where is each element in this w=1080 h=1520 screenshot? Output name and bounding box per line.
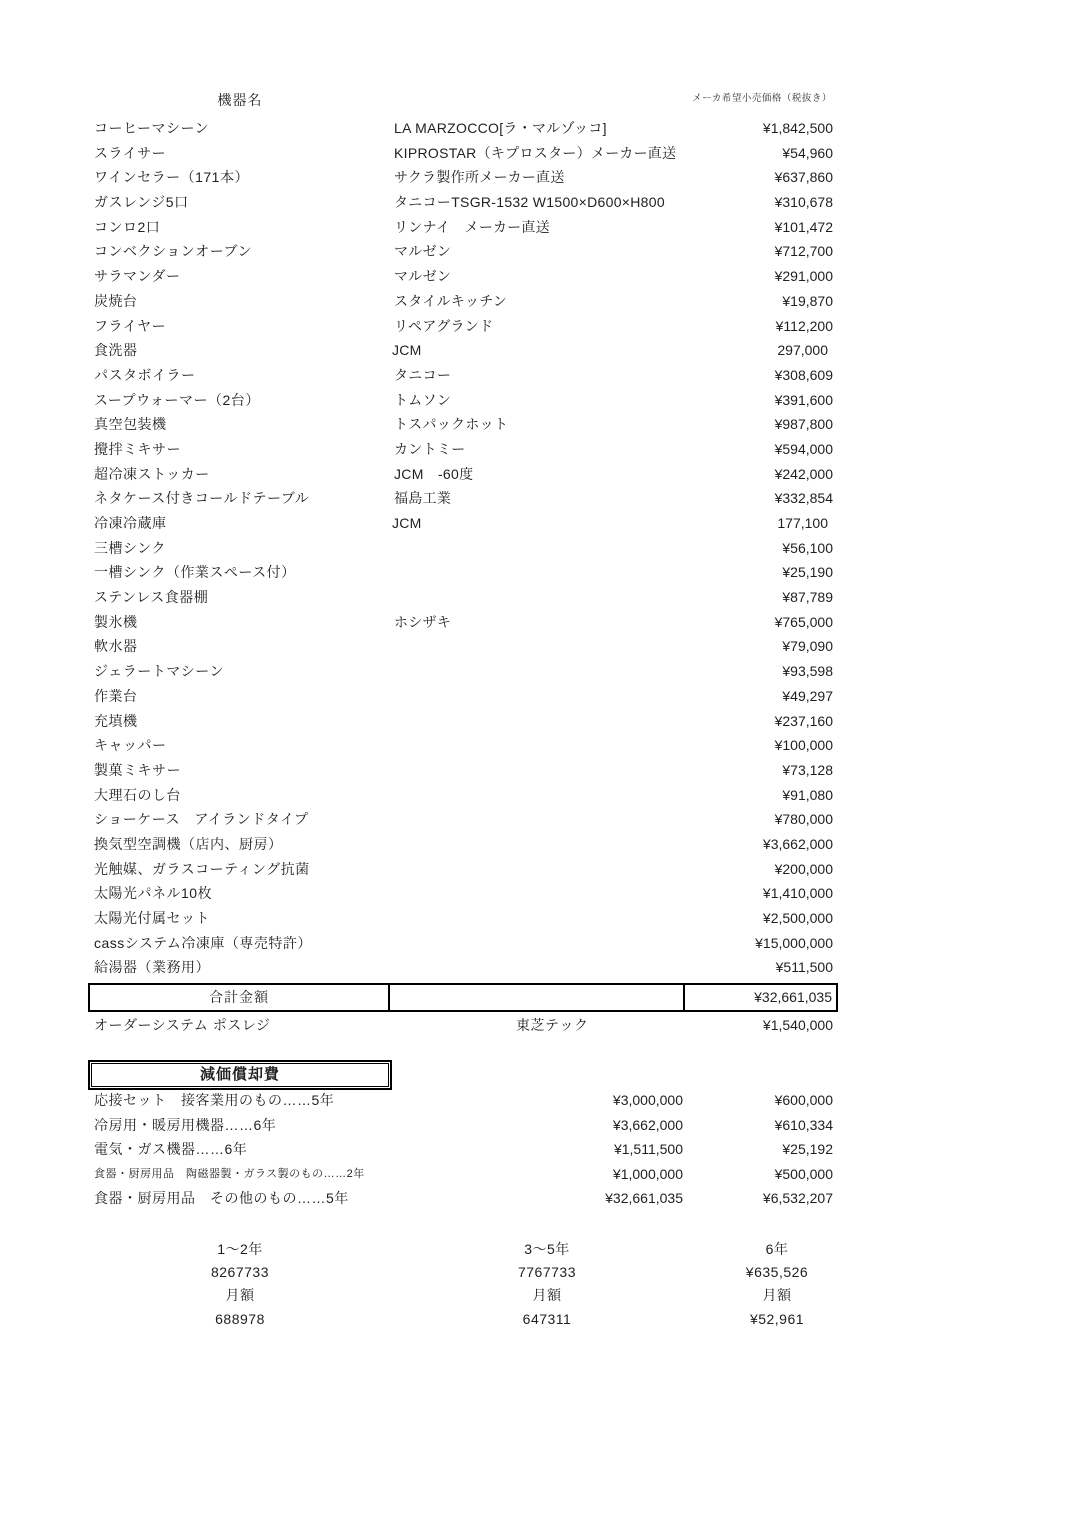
equipment-price-cell: ¥1,410,000 bbox=[762, 885, 833, 902]
equipment-maker-cell: 福島工業 bbox=[394, 490, 452, 507]
price-column-header: メーカ希望小売価格（税抜き） bbox=[692, 93, 832, 104]
equipment-row bbox=[94, 783, 833, 808]
equipment-price-cell: ¥87,789 bbox=[782, 589, 833, 606]
equipment-price-cell: ¥19,870 bbox=[782, 292, 833, 309]
equipment-row bbox=[94, 758, 833, 783]
equipment-row bbox=[94, 536, 833, 561]
equipment-row bbox=[94, 634, 833, 659]
equipment-maker-cell bbox=[394, 536, 684, 561]
equipment-name-cell: パスタボイラー bbox=[94, 366, 196, 383]
equipment-maker-cell bbox=[394, 783, 684, 808]
equipment-name-cell: スープウォーマー（2台） bbox=[94, 391, 260, 408]
equipment-row bbox=[94, 560, 833, 585]
total-label: 合計金額 bbox=[90, 985, 390, 1010]
equipment-price-cell: ¥91,080 bbox=[782, 786, 833, 803]
schedule-period: 1～2年 bbox=[217, 1241, 263, 1257]
equipment-maker-cell bbox=[394, 931, 684, 956]
equipment-price-cell: ¥765,000 bbox=[774, 613, 833, 630]
schedule-total: 8267733 bbox=[210, 1264, 269, 1281]
equipment-price-cell: ¥79,090 bbox=[782, 638, 833, 655]
equipment-name-cell: 軟水器 bbox=[94, 638, 138, 655]
equipment-name-header: 機器名 bbox=[217, 92, 263, 108]
equipment-maker-cell: リペアグランド bbox=[394, 317, 494, 334]
equipment-row bbox=[94, 684, 833, 709]
equipment-name-cell: 光触媒、ガラスコーティング抗菌 bbox=[94, 860, 310, 877]
equipment-row bbox=[94, 314, 833, 339]
equipment-price-cell: ¥308,609 bbox=[774, 366, 833, 383]
equipment-price-cell: ¥54,960 bbox=[782, 144, 833, 161]
depreciation-label-cell: 電気・ガス機器……6年 bbox=[94, 1141, 248, 1158]
equipment-name-cell: 攪拌ミキサー bbox=[94, 440, 181, 457]
equipment-price-cell: ¥332,854 bbox=[774, 490, 833, 507]
equipment-row bbox=[94, 807, 833, 832]
equipment-row bbox=[94, 955, 833, 980]
equipment-row bbox=[94, 857, 833, 882]
schedule-column bbox=[130, 1238, 350, 1331]
equipment-name-cell: ガスレンジ5口 bbox=[94, 194, 189, 211]
equipment-row bbox=[94, 709, 833, 734]
depreciation-label-cell: 冷房用・暖房用機器……6年 bbox=[94, 1116, 277, 1133]
equipment-name-cell: 換気型空調機（店内、厨房） bbox=[94, 835, 283, 852]
total-value: ¥32,661,035 bbox=[754, 989, 832, 1005]
equipment-maker-cell bbox=[394, 634, 684, 659]
equipment-row bbox=[94, 832, 833, 857]
equipment-row bbox=[94, 486, 833, 511]
equipment-price-cell: ¥100,000 bbox=[774, 737, 833, 754]
equipment-row bbox=[94, 931, 833, 956]
equipment-name-cell: スライサー bbox=[94, 144, 167, 161]
equipment-name-cell: 一槽シンク（作業スペース付） bbox=[94, 564, 296, 581]
equipment-maker-cell: JCM bbox=[391, 342, 422, 359]
equipment-maker-cell: JCM bbox=[391, 515, 422, 531]
equipment-maker-cell bbox=[394, 560, 684, 585]
equipment-row bbox=[94, 388, 833, 413]
depreciation-annual-cell: ¥500,000 bbox=[774, 1165, 833, 1182]
equipment-name-cell: 炭焼台 bbox=[94, 292, 138, 309]
equipment-maker-cell: カントミー bbox=[394, 440, 466, 457]
equipment-maker-cell: JCM -60度 bbox=[394, 465, 474, 482]
depreciation-annual-cell: ¥610,334 bbox=[774, 1116, 833, 1133]
equipment-row bbox=[94, 338, 833, 363]
depreciation-row bbox=[94, 1137, 833, 1162]
equipment-name-cell: 充填機 bbox=[94, 712, 138, 729]
equipment-price-cell: ¥49,297 bbox=[782, 687, 833, 704]
equipment-row bbox=[94, 437, 833, 462]
schedule-total: ¥635,526 bbox=[745, 1264, 809, 1281]
depreciation-base-cell: ¥1,511,500 bbox=[613, 1141, 683, 1158]
equipment-name-cell: cassシステム冷凍庫（専売特許） bbox=[94, 934, 312, 951]
equipment-price-cell: ¥242,000 bbox=[774, 465, 833, 482]
equipment-name-cell: フライヤー bbox=[94, 317, 167, 334]
equipment-price-cell: ¥93,598 bbox=[782, 663, 833, 680]
equipment-row bbox=[94, 659, 833, 684]
equipment-name-cell: 製氷機 bbox=[94, 613, 138, 630]
schedule-total: 7767733 bbox=[517, 1264, 576, 1281]
equipment-rows bbox=[94, 116, 833, 980]
equipment-name-cell: 三槽シンク bbox=[94, 539, 166, 556]
equipment-name-cell: 食洗器 bbox=[94, 342, 138, 359]
equipment-maker-cell: LA MARZOCCO[ラ・マルゾッコ] bbox=[394, 120, 607, 136]
equipment-name-cell: 真空包装機 bbox=[94, 416, 167, 433]
depreciation-title: 減価償却費 bbox=[91, 1063, 389, 1087]
equipment-price-cell: 297,000 bbox=[777, 342, 828, 359]
equipment-row bbox=[94, 141, 833, 166]
equipment-row bbox=[94, 610, 833, 635]
schedule-monthly: 647311 bbox=[522, 1310, 572, 1327]
schedule-monthly: ¥52,961 bbox=[749, 1310, 805, 1327]
depreciation-annual-cell: ¥600,000 bbox=[774, 1092, 833, 1108]
equipment-row bbox=[94, 363, 833, 388]
equipment-name-cell: コンロ2口 bbox=[94, 218, 161, 235]
equipment-price-cell: ¥73,128 bbox=[782, 761, 833, 778]
equipment-maker-cell: タニコーTSGR-1532 W1500×D600×H800 bbox=[394, 194, 665, 211]
schedule-period: 6年 bbox=[765, 1241, 789, 1257]
equipment-price-cell: ¥594,000 bbox=[774, 440, 833, 457]
equipment-row bbox=[94, 289, 833, 314]
equipment-price-cell: ¥56,100 bbox=[782, 539, 833, 556]
equipment-price-cell: ¥780,000 bbox=[774, 811, 833, 828]
equipment-price-cell: ¥712,700 bbox=[774, 243, 833, 260]
equipment-price-cell: ¥1,842,500 bbox=[762, 120, 833, 136]
repayment-schedule bbox=[0, 1238, 1080, 1338]
equipment-name-cell: コンベクションオーブン bbox=[94, 243, 252, 260]
equipment-maker-cell bbox=[394, 758, 684, 783]
equipment-row bbox=[94, 239, 833, 264]
equipment-row bbox=[94, 462, 833, 487]
equipment-maker-cell bbox=[394, 881, 684, 906]
depreciation-base-cell: ¥32,661,035 bbox=[605, 1190, 683, 1207]
pos-system-name: オーダーシステム ポスレジ bbox=[94, 1017, 271, 1033]
equipment-maker-cell bbox=[394, 684, 684, 709]
depreciation-rows bbox=[94, 1088, 833, 1211]
equipment-name-cell: コーヒーマシーン bbox=[94, 120, 210, 136]
equipment-price-cell: ¥291,000 bbox=[774, 268, 833, 285]
equipment-maker-cell: スタイルキッチン bbox=[394, 292, 508, 309]
equipment-price-cell: ¥391,600 bbox=[774, 391, 833, 408]
equipment-name-cell: 作業台 bbox=[94, 687, 138, 704]
depreciation-label-cell: 食器・厨房用品 陶磁器製・ガラス製のもの……2年 bbox=[94, 1167, 365, 1180]
depreciation-title-box bbox=[88, 1060, 392, 1090]
equipment-price-cell: ¥112,200 bbox=[775, 317, 833, 334]
total-row bbox=[88, 983, 838, 1012]
depreciation-annual-cell: ¥25,192 bbox=[782, 1141, 833, 1158]
equipment-name-cell: ワインセラー（171本） bbox=[94, 169, 249, 186]
schedule-monthly-label: 月額 bbox=[762, 1287, 792, 1304]
equipment-name-cell: 太陽光付属セット bbox=[94, 910, 210, 926]
equipment-row bbox=[94, 190, 833, 215]
equipment-price-cell: ¥25,190 bbox=[782, 564, 833, 581]
equipment-name-cell: 大理石のし台 bbox=[94, 786, 181, 803]
depreciation-label-cell: 応接セット 接客業用のもの……5年 bbox=[94, 1092, 335, 1108]
equipment-name-cell: キャッパー bbox=[94, 737, 167, 754]
equipment-maker-cell bbox=[394, 807, 684, 832]
equipment-maker-cell: サクラ製作所メーカー直送 bbox=[394, 169, 565, 186]
equipment-maker-cell: マルゼン bbox=[394, 243, 452, 260]
equipment-name-cell: ステンレス食器棚 bbox=[94, 589, 209, 606]
equipment-maker-cell: リンナイ メーカー直送 bbox=[394, 218, 551, 235]
equipment-maker-cell bbox=[394, 906, 684, 931]
equipment-name-cell: ネタケース付きコールドテーブル bbox=[94, 490, 310, 507]
schedule-monthly-label: 月額 bbox=[532, 1287, 562, 1304]
equipment-name-cell: ショーケース アイランドタイプ bbox=[94, 811, 309, 828]
equipment-row bbox=[94, 511, 833, 536]
equipment-row bbox=[94, 264, 833, 289]
depreciation-row bbox=[94, 1088, 833, 1113]
equipment-name-cell: 給湯器（業務用） bbox=[94, 959, 210, 976]
equipment-row bbox=[94, 116, 833, 141]
equipment-maker-cell: マルゼン bbox=[394, 268, 452, 285]
equipment-price-cell: ¥511,500 bbox=[775, 959, 833, 976]
equipment-price-cell: ¥310,678 bbox=[774, 194, 833, 211]
equipment-price-cell: ¥15,000,000 bbox=[755, 934, 833, 951]
equipment-maker-cell bbox=[394, 733, 684, 758]
equipment-name-cell: 冷凍冷蔵庫 bbox=[94, 515, 167, 531]
equipment-maker-cell: KIPROSTAR（キプロスター）メーカー直送 bbox=[394, 144, 677, 161]
equipment-row bbox=[94, 906, 833, 931]
equipment-price-cell: ¥637,860 bbox=[774, 169, 833, 186]
equipment-price-cell: ¥987,800 bbox=[774, 416, 833, 433]
equipment-maker-cell bbox=[394, 832, 684, 857]
equipment-row bbox=[94, 215, 833, 240]
equipment-row bbox=[94, 585, 833, 610]
equipment-price-cell: ¥200,000 bbox=[774, 860, 833, 877]
depreciation-annual-cell: ¥6,532,207 bbox=[762, 1190, 833, 1207]
equipment-maker-cell bbox=[394, 659, 684, 684]
equipment-row bbox=[94, 881, 833, 906]
schedule-column bbox=[437, 1238, 657, 1331]
schedule-column bbox=[667, 1238, 887, 1331]
equipment-maker-cell bbox=[394, 857, 684, 882]
schedule-monthly-label: 月額 bbox=[225, 1287, 255, 1304]
equipment-maker-cell: トムソン bbox=[394, 391, 452, 408]
pos-system-maker: 東芝テック bbox=[516, 1017, 589, 1033]
equipment-price-cell: ¥3,662,000 bbox=[762, 835, 833, 852]
equipment-price-cell: 177,100 bbox=[777, 515, 828, 531]
depreciation-base-cell: ¥3,000,000 bbox=[612, 1092, 683, 1108]
equipment-name-cell: ジェラートマシーン bbox=[94, 663, 224, 680]
equipment-price-cell: ¥101,472 bbox=[774, 218, 833, 235]
equipment-maker-cell bbox=[394, 709, 684, 734]
equipment-name-cell: 太陽光パネル10枚 bbox=[94, 885, 213, 902]
equipment-name-cell: 製菓ミキサー bbox=[94, 761, 181, 778]
schedule-period: 3～5年 bbox=[524, 1241, 570, 1257]
schedule-monthly: 688978 bbox=[215, 1310, 265, 1327]
equipment-price-cell: ¥2,500,000 bbox=[762, 910, 833, 926]
equipment-maker-cell: タニコー bbox=[394, 366, 452, 383]
equipment-row bbox=[94, 412, 833, 437]
equipment-name-cell: サラマンダー bbox=[94, 268, 181, 285]
equipment-row bbox=[94, 165, 833, 190]
pos-system-price: ¥1,540,000 bbox=[762, 1017, 833, 1033]
depreciation-row bbox=[94, 1162, 833, 1187]
total-spacer-cell bbox=[390, 985, 685, 1010]
equipment-maker-cell bbox=[394, 585, 684, 610]
equipment-maker-cell: ホシザキ bbox=[394, 613, 452, 630]
equipment-maker-cell bbox=[394, 955, 684, 980]
equipment-row bbox=[94, 733, 833, 758]
depreciation-base-cell: ¥1,000,000 bbox=[612, 1165, 683, 1182]
depreciation-base-cell: ¥3,662,000 bbox=[612, 1116, 683, 1133]
equipment-name-cell: 超冷凍ストッカー bbox=[94, 465, 210, 482]
depreciation-row bbox=[94, 1113, 833, 1138]
equipment-price-cell: ¥237,160 bbox=[774, 712, 833, 729]
depreciation-label-cell: 食器・厨房用品 その他のもの……5年 bbox=[94, 1190, 349, 1207]
equipment-maker-cell: トスパックホット bbox=[394, 416, 509, 433]
depreciation-row bbox=[94, 1186, 833, 1211]
